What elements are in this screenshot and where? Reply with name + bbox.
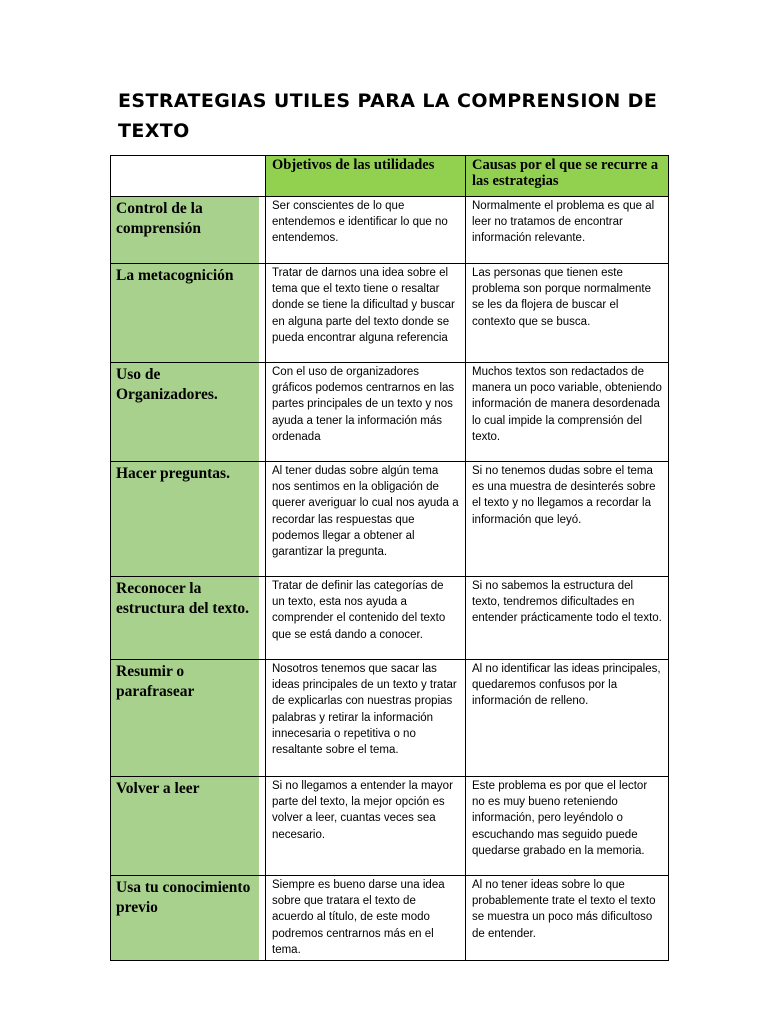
strategy-label: Hacer preguntas.: [111, 462, 259, 484]
table-row: [111, 462, 669, 577]
strategy-label: Volver a leer: [111, 777, 259, 799]
strategy-label: Control de la comprensión: [111, 197, 259, 238]
table-row: [111, 577, 669, 660]
objetivo-cell: Si no llegamos a entender la mayor parte del texto, la mejor opción es volver a leer, cuantas veces sea necesario.: [266, 777, 466, 876]
objetivo-cell: Al tener dudas sobre algún tema nos sentimos en la obligación de querer averiguar lo cual nos ayuda a recordar las respuestas que podemos llegar a obtener al garantizar la pregunta.: [266, 462, 466, 577]
table-row: [111, 876, 669, 961]
objetivo-cell: Ser conscientes de lo que entendemos e identificar lo que no entendemos.: [266, 197, 466, 264]
strategy-label: Uso de Organizadores.: [111, 363, 259, 404]
strategy-label-cell: [111, 462, 266, 577]
strategy-label: Resumir o parafrasear: [111, 660, 259, 701]
strategy-label-cell: [111, 876, 266, 961]
table-row: [111, 363, 669, 462]
strategy-label: Reconocer la estructura del texto.: [111, 577, 259, 618]
strategy-label: Usa tu conocimiento previo: [111, 876, 259, 917]
causa-cell: Si no sabemos la estructura del texto, tendremos dificultades en entender prácticamente todo el texto.: [466, 577, 669, 660]
objetivo-cell: Tratar de definir las categorías de un texto, esta nos ayuda a comprender el contenido del texto que se está dando a conocer.: [266, 577, 466, 660]
table-row: [111, 197, 669, 264]
strategy-label-cell: [111, 577, 266, 660]
table-row: [111, 264, 669, 363]
objetivo-cell: Siempre es bueno darse una idea sobre que tratara el texto de acuerdo al título, de este modo podremos centrarnos más en el tema.: [266, 876, 466, 961]
table-row: [111, 660, 669, 777]
causa-cell: Si no tenemos dudas sobre el tema es una muestra de desinterés sobre el texto y no llegamos a recordar la información que leyó.: [466, 462, 669, 577]
objetivo-cell: Tratar de darnos una idea sobre el tema que el texto tiene o resaltar donde se tiene la dificultad y buscar en alguna parte del texto donde se pueda encontrar alguna referencia: [266, 264, 466, 363]
strategy-label-cell: [111, 660, 266, 777]
table-row: [111, 777, 669, 876]
header-empty-cell: [111, 156, 266, 197]
causa-cell: Muchos textos son redactados de manera un poco variable, obteniendo información de manera desordenada lo cual impide la comprensión del texto.: [466, 363, 669, 462]
objetivo-cell: Nosotros tenemos que sacar las ideas principales de un texto y tratar de explicarlas con nuestras propias palabras y retirar la información innecesaria o repetitiva o no resaltante sobre el tema.: [266, 660, 466, 777]
causa-cell: Este problema es por que el lector no es muy bueno reteniendo información, pero leyéndolo o escuchando mas seguido puede quedarse grabado en la memoria.: [466, 777, 669, 876]
objetivo-cell: Con el uso de organizadores gráficos podemos centrarnos en las partes principales de un texto y nos ayuda a tener la información más ordenada: [266, 363, 466, 462]
header-causas: Causas por el que se recurre a las estrategias: [466, 156, 669, 197]
strategy-label-cell: [111, 777, 266, 876]
strategy-label: La metacognición: [111, 264, 259, 286]
header-objetivos: Objetivos de las utilidades: [266, 156, 466, 197]
strategies-table: [110, 155, 669, 961]
causa-cell: Al no identificar las ideas principales, quedaremos confusos por la información de relleno.: [466, 660, 669, 777]
strategy-label-cell: [111, 363, 266, 462]
causa-cell: Normalmente el problema es que al leer no tratamos de encontrar información relevante.: [466, 197, 669, 264]
page-title: ESTRATEGIAS UTILES PARA LA COMPRENSION DE TEXTO: [118, 90, 658, 142]
causa-cell: Las personas que tienen este problema son porque normalmente se les da flojera de buscar el contexto que se busca.: [466, 264, 669, 363]
strategy-label-cell: [111, 197, 266, 264]
causa-cell: Al no tener ideas sobre lo que probablemente trate el texto el texto se muestra un poco más dificultoso de entender.: [466, 876, 669, 961]
table-header-row: [111, 156, 669, 197]
strategy-label-cell: [111, 264, 266, 363]
